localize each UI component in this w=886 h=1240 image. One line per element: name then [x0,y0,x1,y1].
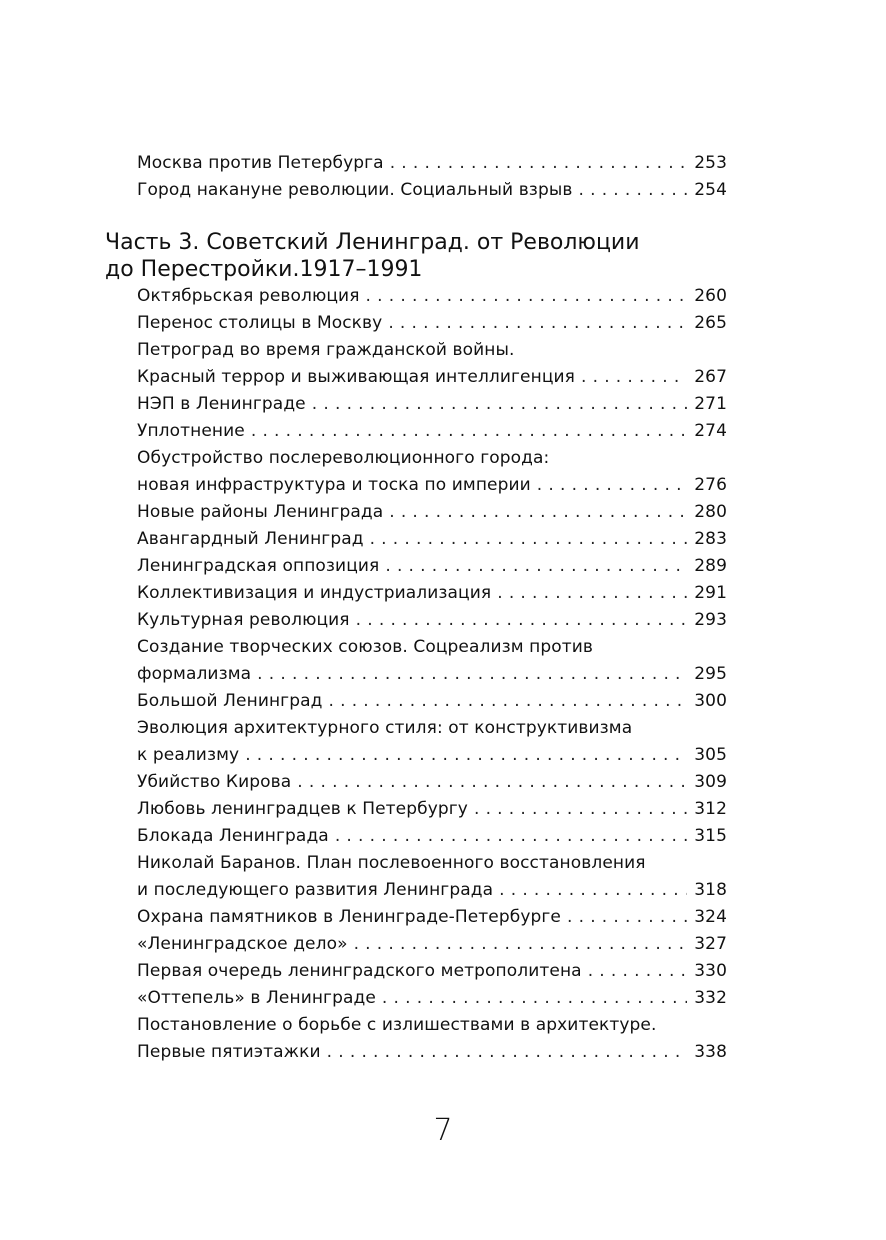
dot-leader [356,607,687,634]
toc-entry[interactable] [137,823,727,850]
toc-entry-page-number: 305 [694,745,727,765]
dot-leader [366,283,687,310]
part-3-heading [105,229,727,283]
toc-entry[interactable] [137,688,727,715]
toc-entry-page-number: 327 [694,934,727,954]
toc-entry-title-line: Постановление о борьбе с излишествами в архитектуре. [137,1015,657,1035]
toc-entry-title: Первая очередь ленинградского метрополитена [137,961,582,981]
toc-entry-page-number: 280 [694,502,727,522]
dot-leader [389,499,687,526]
toc-entry-page-number: 330 [694,961,727,981]
toc-entry[interactable] [137,580,727,607]
dot-leader [567,904,687,931]
table-of-contents [105,150,727,1066]
toc-entry-title-line: Николай Баранов. План послевоенного восстановления [137,853,646,873]
toc-entry[interactable] [137,1012,727,1066]
toc-entry-title: Блокада Ленинграда [137,826,329,846]
toc-entry-title: формализма [137,664,252,684]
toc-entry-title: «Оттепель» в Ленинграде [137,988,376,1008]
toc-entry-page-number: 254 [694,180,727,200]
toc-entry-title: НЭП в Ленинграде [137,394,306,414]
toc-entry-title: Авангардный Ленинград [137,529,364,549]
toc-entry-page-number: 289 [694,556,727,576]
toc-entry[interactable] [137,526,727,553]
toc-entry-title-line: Эволюция архитектурного стиля: от конструктивизма [137,718,633,738]
toc-entry-page-number: 332 [694,988,727,1008]
toc-entry-title: Охрана памятников в Ленинграде-Петербурге [137,907,561,927]
dot-leader [370,526,687,553]
part-3-heading-line-2: до Перестройки.1917–1991 [105,257,423,282]
toc-entry[interactable] [137,796,727,823]
dot-leader [474,796,687,823]
dot-leader [297,769,687,796]
toc-entry[interactable] [137,445,727,499]
toc-entry-title: Октябрьская революция [137,286,360,306]
toc-entry-title: Коллективизация и индустриализация [137,583,492,603]
toc-entry[interactable] [137,850,727,904]
dot-leader [327,1039,687,1066]
toc-entry-title: «Ленинградское дело» [137,934,348,954]
toc-entry[interactable] [137,177,727,204]
toc-entry-title: Красный террор и выживающая интеллигенция [137,367,575,387]
toc-entry[interactable] [137,769,727,796]
toc-entry-title: Новые районы Ленинграда [137,502,384,522]
toc-entry[interactable] [137,958,727,985]
dot-leader [581,364,687,391]
dot-leader [312,391,687,418]
toc-entry-page-number: 295 [694,664,727,684]
toc-entry-title: Большой Ленинград [137,691,323,711]
dot-leader [497,580,687,607]
dot-leader [251,418,687,445]
toc-group-part-3 [105,283,727,1066]
toc-entry-page-number: 253 [694,153,727,173]
toc-entry[interactable] [137,634,727,688]
dot-leader [354,931,687,958]
toc-entry-page-number: 338 [694,1042,727,1062]
dot-leader [245,742,687,769]
toc-entry[interactable] [137,553,727,580]
toc-group-continued [105,150,727,204]
toc-entry-page-number: 324 [694,907,727,927]
toc-entry-title: Убийство Кирова [137,772,292,792]
toc-entry-page-number: 265 [694,313,727,333]
dot-leader [390,150,687,177]
dot-leader [257,661,687,688]
toc-entry-page-number: 274 [694,421,727,441]
toc-entry-page-number: 312 [694,799,727,819]
toc-entry-page-number: 315 [694,826,727,846]
toc-entry-page-number: 291 [694,583,727,603]
dot-leader [499,877,687,904]
toc-entry-page-number: 293 [694,610,727,630]
toc-entry-page-number: 309 [694,772,727,792]
dot-leader [328,688,687,715]
dot-leader [388,310,687,337]
toc-entry-title-line: Петроград во время гражданской войны. [137,340,515,360]
part-3-heading-line-1: Часть 3. Советский Ленинград. от Революции [105,230,640,255]
toc-entry-title: Город накануне революции. Социальный взрыв [137,180,573,200]
toc-entry-title: Москва против Петербурга [137,153,384,173]
toc-entry[interactable] [137,985,727,1012]
dot-leader [382,985,687,1012]
toc-entry-title: и последующего развития Ленинграда [137,880,494,900]
toc-entry[interactable] [137,310,727,337]
toc-entry[interactable] [137,715,727,769]
toc-entry-title: Уплотнение [137,421,245,441]
dot-leader [537,472,687,499]
dot-leader [335,823,687,850]
toc-entry[interactable] [137,904,727,931]
toc-entry-title: Любовь ленинградцев к Петербургу [137,799,468,819]
toc-entry-title: Ленинградская оппозиция [137,556,380,576]
toc-entry[interactable] [137,337,727,391]
toc-entry[interactable] [137,607,727,634]
toc-entry[interactable] [137,931,727,958]
toc-entry[interactable] [137,150,727,177]
toc-entry[interactable] [137,283,727,310]
toc-entry-page-number: 283 [694,529,727,549]
dot-leader [578,177,687,204]
dot-leader [385,553,687,580]
toc-entry-title: Перенос столицы в Москву [137,313,383,333]
dot-leader [588,958,687,985]
toc-entry[interactable] [137,499,727,526]
toc-entry-page-number: 276 [694,475,727,495]
toc-entry-page-number: 318 [694,880,727,900]
toc-entry[interactable] [137,391,727,418]
toc-entry-page-number: 260 [694,286,727,306]
toc-entry-title-line: Обустройство послереволюционного города: [137,448,550,468]
toc-entry-title: к реализму [137,745,240,765]
toc-entry-title: Культурная революция [137,610,350,630]
toc-entry-page-number: 300 [694,691,727,711]
toc-entry[interactable] [137,418,727,445]
toc-entry-title: новая инфраструктура и тоска по империи [137,475,531,495]
toc-entry-title-line: Создание творческих союзов. Соцреализм против [137,637,594,657]
toc-entry-title: Первые пятиэтажки [137,1042,321,1062]
toc-entry-page-number: 267 [694,367,727,387]
toc-entry-page-number: 271 [694,394,727,414]
page-number: 7 [433,1113,453,1148]
